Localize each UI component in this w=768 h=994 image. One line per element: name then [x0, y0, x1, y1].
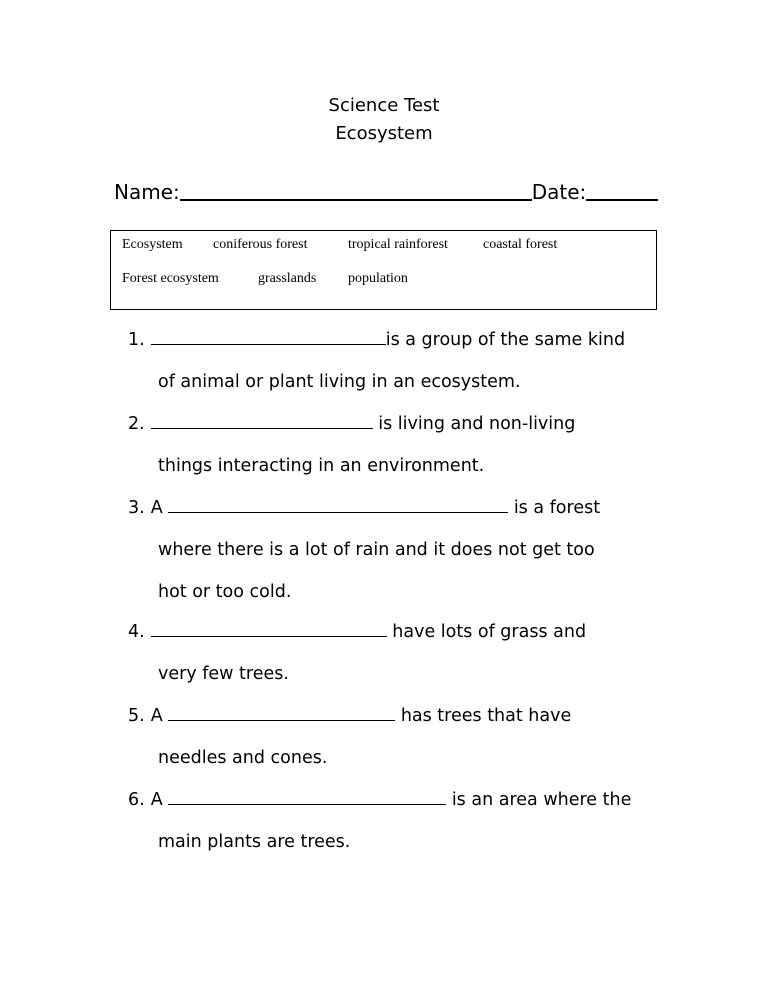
question-continuation: very few trees.	[158, 664, 289, 684]
word-bank-item: coastal forest	[483, 237, 558, 252]
question-prefix: A	[150, 498, 169, 518]
word-bank-item: Forest ecosystem	[122, 271, 219, 286]
question-5	[128, 704, 571, 728]
name-label: Name:	[114, 180, 180, 204]
question-text: have lots of grass and	[386, 622, 587, 642]
name-blank[interactable]	[180, 198, 532, 201]
page-subtitle: Ecosystem	[335, 123, 433, 144]
question-number: 4.	[128, 622, 145, 642]
question-continuation: needles and cones.	[158, 748, 328, 768]
question-number: 5.	[128, 706, 145, 726]
question-text: has trees that have	[395, 706, 572, 726]
word-bank-box	[110, 230, 657, 310]
answer-blank[interactable]	[168, 788, 446, 805]
question-number: 2.	[128, 414, 145, 434]
date-blank[interactable]	[586, 198, 658, 201]
question-continuation: hot or too cold.	[158, 582, 292, 602]
question-3	[128, 496, 600, 520]
question-continuation: things interacting in an environment.	[158, 456, 485, 476]
question-text: is an area where the	[446, 790, 632, 810]
question-6	[128, 788, 631, 812]
question-2	[128, 412, 575, 436]
question-prefix: A	[150, 790, 169, 810]
word-bank-item: coniferous forest	[213, 237, 308, 252]
date-label: Date:	[531, 180, 587, 204]
word-bank-item: tropical rainforest	[348, 237, 448, 252]
question-text: is a group of the same kind	[385, 330, 626, 350]
answer-blank[interactable]	[151, 328, 386, 345]
word-bank-item: grasslands	[258, 271, 317, 286]
question-number: 3.	[128, 498, 145, 518]
answer-blank[interactable]	[151, 412, 373, 429]
answer-blank[interactable]	[151, 620, 387, 637]
question-number: 1.	[128, 330, 145, 350]
question-text: is a forest	[508, 498, 601, 518]
question-4	[128, 620, 586, 644]
question-continuation: main plants are trees.	[158, 832, 351, 852]
question-number: 6.	[128, 790, 145, 810]
word-bank-item: Ecosystem	[122, 237, 183, 252]
name-date-line	[114, 180, 658, 204]
question-prefix: A	[150, 706, 169, 726]
answer-blank[interactable]	[168, 496, 508, 513]
question-continuation: where there is a lot of rain and it does not get too	[158, 540, 595, 560]
question-1	[128, 328, 625, 352]
question-continuation: of animal or plant living in an ecosystem.	[158, 372, 521, 392]
question-text: is living and non-living	[372, 414, 576, 434]
answer-blank[interactable]	[168, 704, 395, 721]
word-bank-item: population	[348, 271, 408, 286]
page-title: Science Test	[328, 95, 440, 116]
